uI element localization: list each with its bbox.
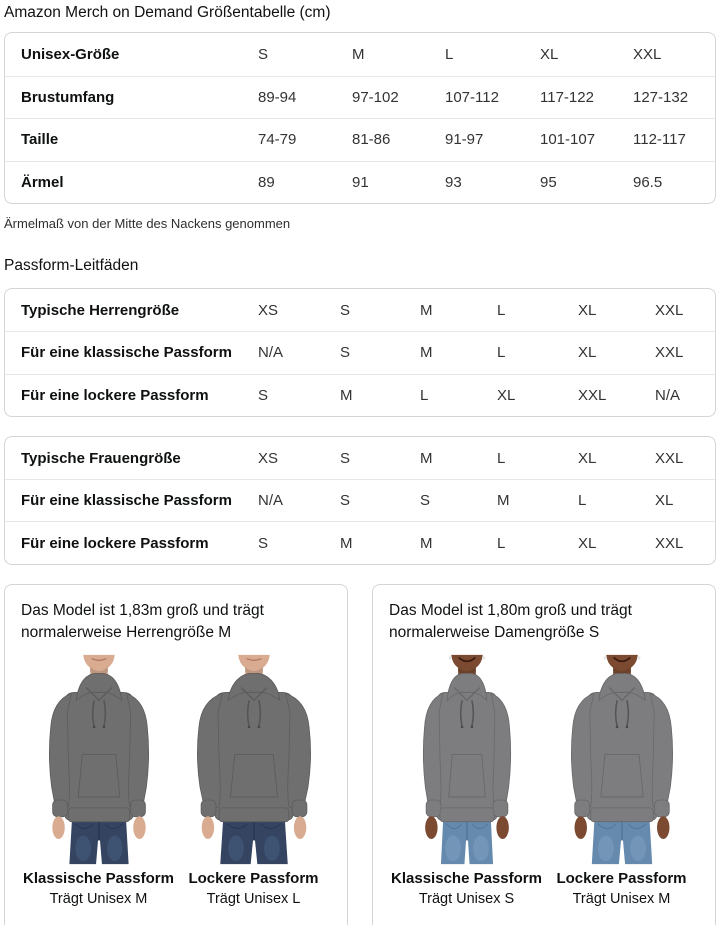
cell-value: 91-97 — [445, 131, 484, 149]
mens-fit-guide-table — [4, 288, 716, 417]
cell-value: 95 — [540, 173, 557, 191]
cell-value: 93 — [445, 173, 462, 191]
cell-value: L — [497, 301, 506, 319]
cell-value: 89-94 — [258, 88, 297, 106]
cell-value: 74-79 — [258, 131, 297, 149]
row-label: Für eine lockere Passform — [21, 534, 209, 552]
cell-value: M — [497, 492, 510, 510]
table-row — [5, 33, 715, 76]
table-row — [5, 118, 715, 161]
male-model-card — [4, 584, 348, 925]
cell-value: L — [497, 344, 506, 362]
cell-value: S — [258, 45, 269, 63]
table-row — [5, 161, 715, 204]
table-row — [5, 521, 715, 563]
cell-value: S — [258, 534, 269, 552]
cell-value: XL — [540, 45, 559, 63]
cell-value: N/A — [258, 492, 284, 510]
row-label: Unisex-Größe — [21, 45, 120, 63]
cell-value: S — [340, 492, 351, 510]
male-model-loose-fit-photo-svg — [179, 654, 329, 865]
sleeve-measurement-note: Ärmelmaß von der Mitte des Nackens genommen — [4, 216, 291, 231]
cell-value: S — [258, 386, 269, 404]
fit-guides-title: Passform-Leitfäden — [4, 257, 139, 274]
cell-value: 112-117 — [633, 131, 686, 149]
cell-value: M — [352, 45, 365, 63]
cell-value: XXL — [578, 386, 607, 404]
cell-value: XL — [578, 534, 597, 552]
row-label: Taille — [21, 131, 59, 149]
cell-value: XL — [578, 301, 597, 319]
cell-value: XL — [655, 492, 674, 510]
row-label: Für eine klassische Passform — [21, 492, 232, 510]
cell-value: XXL — [633, 45, 662, 63]
cell-value: N/A — [655, 386, 681, 404]
womens-fit-guide-table — [4, 436, 716, 565]
cell-value: XS — [258, 449, 279, 467]
cell-value: 81-86 — [352, 131, 391, 149]
cell-value: M — [340, 534, 353, 552]
cell-value: S — [340, 301, 351, 319]
cell-value: 91 — [352, 173, 369, 191]
size-worn-label: Trägt Unisex M — [572, 890, 671, 907]
cell-value: XL — [578, 344, 597, 362]
male-model-classic-fit-photo-svg — [24, 654, 174, 865]
size-worn-label: Trägt Unisex M — [49, 890, 148, 907]
cell-value: M — [420, 534, 433, 552]
cell-value: XXL — [655, 449, 684, 467]
female-model-classic-fit-photo-svg — [392, 654, 542, 865]
female-model-loose-fit-photo-svg — [547, 654, 697, 865]
figure-classic-fit — [389, 654, 544, 907]
table-row — [5, 331, 715, 373]
fit-label: Klassische Passform — [391, 869, 542, 887]
fit-label: Lockere Passform — [556, 869, 687, 887]
cell-value: XXL — [655, 344, 684, 362]
cell-value: L — [578, 492, 587, 510]
cell-value: M — [340, 386, 353, 404]
cell-value: XL — [578, 449, 597, 467]
cell-value: M — [420, 449, 433, 467]
model-description: Das Model ist 1,80m groß und trägt normalerweise Damengröße S — [389, 601, 632, 641]
unisex-size-table — [4, 32, 716, 204]
figure-classic-fit — [21, 654, 176, 907]
figure-loose-fit — [176, 654, 331, 907]
model-description: Das Model ist 1,83m groß und trägt normalerweise Herrengröße M — [21, 601, 264, 641]
row-label: Für eine lockere Passform — [21, 386, 209, 404]
page-title: Amazon Merch on Demand Größentabelle (cm) — [4, 4, 331, 21]
cell-value: 89 — [258, 173, 275, 191]
female-model-loose-fit-photo — [544, 654, 699, 865]
cell-value: XL — [497, 386, 516, 404]
model-figures — [389, 654, 699, 907]
cell-value: 101-107 — [540, 131, 596, 149]
table-row — [5, 479, 715, 521]
cell-value: 97-102 — [352, 88, 399, 106]
table-row — [5, 289, 715, 331]
cell-value: M — [420, 344, 433, 362]
row-label: Typische Herrengröße — [21, 301, 180, 319]
cell-value: 127-132 — [633, 88, 689, 106]
figure-loose-fit — [544, 654, 699, 907]
cell-value: 117-122 — [540, 88, 594, 106]
cell-value: XXL — [655, 301, 684, 319]
female-model-card — [372, 584, 716, 925]
size-worn-label: Trägt Unisex S — [418, 890, 515, 907]
cell-value: N/A — [258, 344, 284, 362]
size-worn-label: Trägt Unisex L — [206, 890, 301, 907]
row-label: Brustumfang — [21, 88, 115, 106]
cell-value: L — [445, 45, 454, 63]
table-row — [5, 437, 715, 479]
table-row — [5, 76, 715, 119]
cell-value: S — [340, 449, 351, 467]
table-row — [5, 374, 715, 416]
cell-value: XXL — [655, 534, 684, 552]
cell-value: L — [497, 534, 506, 552]
row-label: Ärmel — [21, 173, 64, 191]
cell-value: M — [420, 301, 433, 319]
fit-label: Lockere Passform — [188, 869, 319, 887]
cell-value: S — [340, 344, 351, 362]
male-model-loose-fit-photo — [176, 654, 331, 865]
cell-value: 96.5 — [633, 173, 663, 191]
row-label: Für eine klassische Passform — [21, 344, 232, 362]
cell-value: XS — [258, 301, 279, 319]
fit-label: Klassische Passform — [23, 869, 174, 887]
female-model-classic-fit-photo — [389, 654, 544, 865]
cell-value: S — [420, 492, 431, 510]
cell-value: L — [497, 449, 506, 467]
model-cards — [4, 584, 716, 925]
cell-value: 107-112 — [445, 88, 499, 106]
model-figures — [21, 654, 331, 907]
male-model-classic-fit-photo — [21, 654, 176, 865]
row-label: Typische Frauengröße — [21, 449, 181, 467]
cell-value: L — [420, 386, 429, 404]
